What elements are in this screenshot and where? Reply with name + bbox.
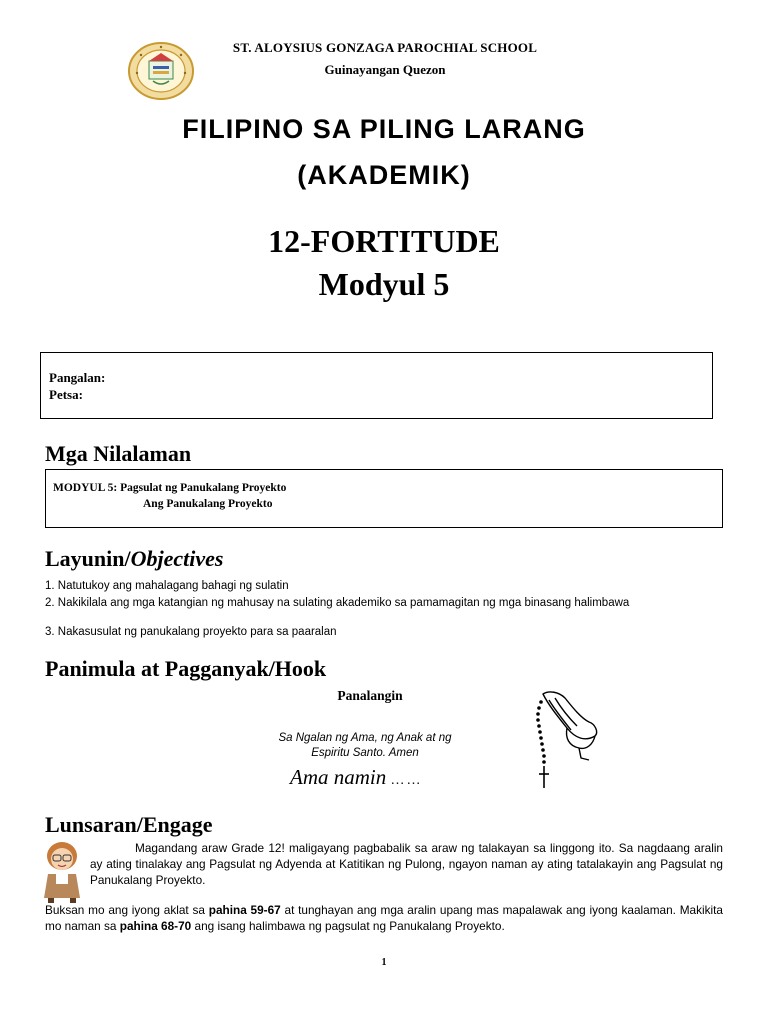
objectives-heading [45,546,223,572]
school-name: ST. ALOYSIUS GONZAGA PAROCHIAL SCHOOL [232,40,538,55]
subject-subtitle: (AKADEMIK) [297,160,471,190]
engage-paragraph-2 [45,902,723,934]
para2-text: at tunghayan ang mga aralin upang mas mapalawak ang iyong kaalaman. Makikita mo naman sa [45,903,723,933]
praying-hands-rosary-icon [523,688,603,790]
objectives-heading-italic: Objectives [130,546,224,571]
contents-heading: Mga Nilalaman [45,441,192,466]
prayer-title: Panalangin [337,688,403,703]
module-number: Modyul 5 [318,266,450,302]
para2-text: Buksan mo ang iyong aklat sa [45,903,209,917]
objective-item: 1. Natutukoy ang mahalagang bahagi ng sulatin [45,580,289,592]
student-info-box [40,352,713,419]
objective-item: 2. Nakikilala ang mga katangian ng mahusay na sulating akademiko sa pamamagitan ng mga binasang halimbawa [45,597,630,609]
page-range-2: pahina 68-70 [119,919,192,933]
name-field-label: Pangalan: [49,370,106,385]
page-number: 1 [381,957,387,968]
objective-item: 3. Nakasusulat ng panukalang proyekto para sa paaralan [45,626,337,638]
subject-title: FILIPINO SA PILING LARANG [182,114,586,144]
class-section: 12-FORTITUDE [268,223,500,259]
page-range-1: pahina 59-67 [208,903,281,917]
ama-namin-words: Ama namin [290,765,387,789]
ama-namin-text [290,765,420,790]
ama-namin-ellipsis: … … [391,773,420,788]
engage-heading: Lunsaran/Engage [45,812,213,837]
contents-topic-line: Ang Panukalang Proyekto [143,498,273,510]
prayer-line: Espiritu Santo. Amen [311,747,419,759]
date-field-label: Petsa: [49,387,83,402]
school-location: Guinayangan Quezon [324,62,446,77]
hook-heading: Panimula at Pagganyak/Hook [45,656,327,681]
para2-text: ang isang halimbawa ng pagsulat ng Panukalang Proyekto. [191,919,505,933]
engage-paragraph-1: Magandang araw Grade 12! maligayang pagbabalik sa araw ng talakayan sa linggong ito. Sa nagdaang aralin ay ating tinalakay ang Pagsulat ng Adyenda at Katitikan ng Pulong, ngayon naman ay ating tatalakayin ang Pagsulat ng Panukalang Proyekto. [90,841,723,887]
prayer-line: Sa Ngalan ng Ama, ng Anak at ng [278,732,452,744]
objectives-heading-main: Layunin/ [45,546,131,571]
contents-module-line: MODYUL 5: Pagsulat ng Panukalang Proyekto [53,482,287,494]
teacher-girl-icon [40,838,86,904]
